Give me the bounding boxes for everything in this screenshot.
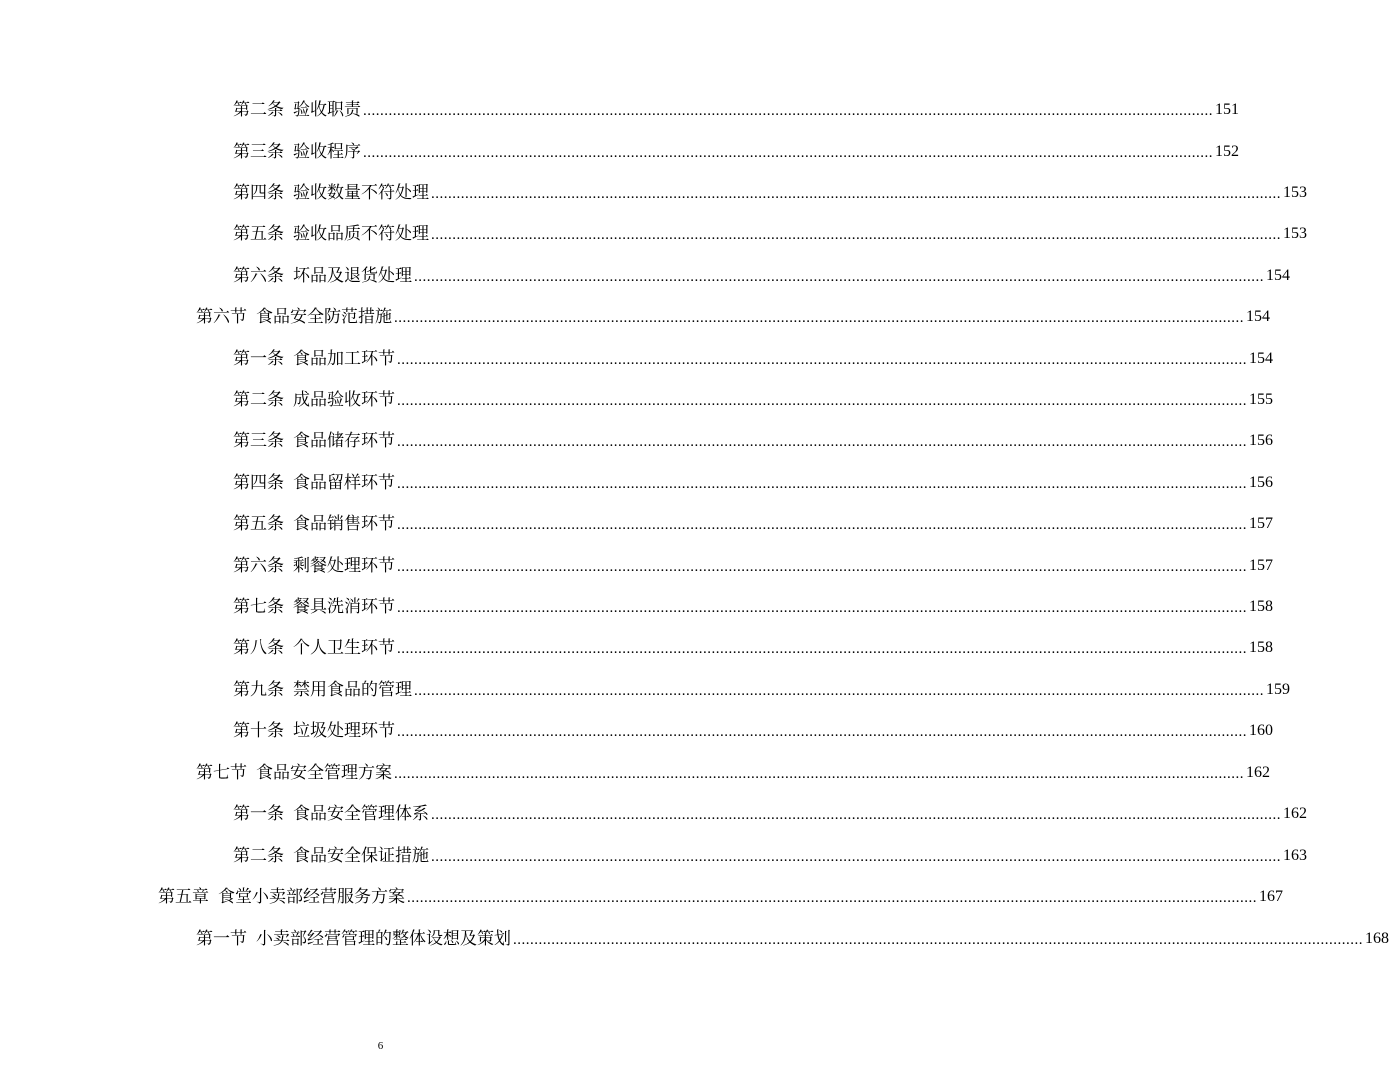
toc-entry[interactable] [233,802,1307,826]
toc-entry-page: 156 [1249,474,1273,491]
toc-entry[interactable] [233,181,1307,205]
toc-entry[interactable] [233,719,1273,743]
toc-entry-number: 第五条 [233,224,284,244]
toc-entry-title: 食品安全保证措施 [293,846,429,866]
toc-entry-number: 第六节 [196,307,247,327]
toc-entry[interactable] [233,222,1307,246]
toc-dot-leader: ........................................................................................................................................................................................................ [397,352,1247,368]
toc-entry-page: 162 [1246,764,1270,781]
toc-entry-title: 验收程序 [293,142,361,162]
toc-dot-leader: ........................................................................................................................................................................................................ [397,476,1247,492]
toc-dot-leader: ........................................................................................................................................................................................................ [397,724,1247,740]
toc-entry-title: 小卖部经营管理的整体设想及策划 [256,929,511,949]
toc-entry-title: 食品安全管理方案 [256,763,392,783]
toc-dot-leader: ........................................................................................................................................................................................................ [431,227,1281,243]
toc-entry-number: 第二条 [233,100,284,120]
toc-entry[interactable] [233,844,1307,868]
toc-dot-leader: ........................................................................................................................................................................................................ [407,890,1257,906]
toc-entry[interactable] [233,140,1239,164]
toc-entry-page: 160 [1249,722,1273,739]
toc-entry-title: 验收职责 [293,100,361,120]
toc-entry-title: 个人卫生环节 [293,638,395,658]
toc-entry-number: 第五章 [158,887,209,907]
toc-dot-leader: ........................................................................................................................................................................................................ [397,517,1247,533]
toc-entry-page: 168 [1365,930,1389,947]
toc-dot-leader: ........................................................................................................................................................................................................ [397,434,1247,450]
toc-entry[interactable] [233,429,1273,453]
toc-entry-number: 第二条 [233,846,284,866]
toc-entry[interactable] [233,636,1273,660]
toc-entry-page: 153 [1283,184,1307,201]
toc-entry-page: 163 [1283,847,1307,864]
toc-entry[interactable] [196,761,1270,785]
toc-entry-title: 食品留样环节 [293,473,395,493]
toc-entry-number: 第二条 [233,390,284,410]
toc-entry-number: 第一条 [233,349,284,369]
toc-entry-page: 162 [1283,805,1307,822]
toc-entry-page: 154 [1249,350,1273,367]
toc-entry-page: 153 [1283,225,1307,242]
toc-dot-leader: ........................................................................................................................................................................................................ [513,932,1363,948]
toc-entry-title: 食品销售环节 [293,514,395,534]
toc-entry-number: 第九条 [233,680,284,700]
toc-entry-number: 第八条 [233,638,284,658]
toc-entry-page: 155 [1249,391,1273,408]
toc-entry-title: 垃圾处理环节 [293,721,395,741]
toc-entry-page: 152 [1215,143,1239,160]
toc-entry-page: 158 [1249,639,1273,656]
toc-dot-leader: ........................................................................................................................................................................................................ [431,186,1281,202]
toc-entry-number: 第五条 [233,514,284,534]
toc-entry-title: 餐具洗消环节 [293,597,395,617]
toc-entry-title: 剩餐处理环节 [293,556,395,576]
toc-entry-title: 坏品及退货处理 [293,266,412,286]
toc-entry-title: 食品储存环节 [293,431,395,451]
toc-entry-page: 154 [1246,308,1270,325]
toc-entry-number: 第一条 [233,804,284,824]
toc-entry[interactable] [233,388,1273,412]
toc-entry-title: 禁用食品的管理 [293,680,412,700]
page-number: 6 [377,1040,384,1052]
toc-dot-leader: ........................................................................................................................................................................................................ [397,559,1247,575]
toc-entry-number: 第四条 [233,473,284,493]
toc-entry-number: 第一节 [196,929,247,949]
toc-entry[interactable] [196,305,1270,329]
toc-entry-title: 食品安全管理体系 [293,804,429,824]
toc-entry-number: 第四条 [233,183,284,203]
toc-dot-leader: ........................................................................................................................................................................................................ [363,103,1213,119]
toc-dot-leader: ........................................................................................................................................................................................................ [414,683,1264,699]
toc-dot-leader: ........................................................................................................................................................................................................ [414,269,1264,285]
toc-entry[interactable] [196,927,1389,951]
toc-entry[interactable] [158,885,1283,909]
toc-dot-leader: ........................................................................................................................................................................................................ [363,145,1213,161]
toc-entry[interactable] [233,347,1273,371]
toc-entry-title: 食堂小卖部经营服务方案 [218,887,405,907]
toc-entry[interactable] [233,678,1290,702]
toc-entry-number: 第六条 [233,266,284,286]
toc-entry-page: 156 [1249,432,1273,449]
toc-entry-page: 159 [1266,681,1290,698]
toc-entry[interactable] [233,471,1273,495]
toc-dot-leader: ........................................................................................................................................................................................................ [394,766,1244,782]
toc-entry[interactable] [233,554,1273,578]
toc-entry-page: 158 [1249,598,1273,615]
toc-entry[interactable] [233,595,1273,619]
toc-entry-page: 151 [1215,101,1239,118]
toc-dot-leader: ........................................................................................................................................................................................................ [397,393,1247,409]
toc-dot-leader: ........................................................................................................................................................................................................ [397,641,1247,657]
toc-entry-page: 154 [1266,267,1290,284]
toc-entry[interactable] [233,98,1239,122]
toc-entry-number: 第七条 [233,597,284,617]
toc-entry-number: 第六条 [233,556,284,576]
toc-entry-page: 157 [1249,515,1273,532]
toc-entry-number: 第十条 [233,721,284,741]
toc-dot-leader: ........................................................................................................................................................................................................ [431,807,1281,823]
toc-entry-number: 第三条 [233,142,284,162]
toc-entry-number: 第七节 [196,763,247,783]
toc-entry-page: 157 [1249,557,1273,574]
toc-entry-title: 验收品质不符处理 [293,224,429,244]
toc-entry-page: 167 [1259,888,1283,905]
toc-entry-title: 验收数量不符处理 [293,183,429,203]
toc-entry[interactable] [233,264,1290,288]
toc-entry-title: 食品加工环节 [293,349,395,369]
toc-entry-title: 成品验收环节 [293,390,395,410]
toc-entry-number: 第三条 [233,431,284,451]
toc-dot-leader: ........................................................................................................................................................................................................ [431,849,1281,865]
toc-dot-leader: ........................................................................................................................................................................................................ [397,600,1247,616]
toc-dot-leader: ........................................................................................................................................................................................................ [394,310,1244,326]
toc-entry[interactable] [233,512,1273,536]
toc-entry-title: 食品安全防范措施 [256,307,392,327]
